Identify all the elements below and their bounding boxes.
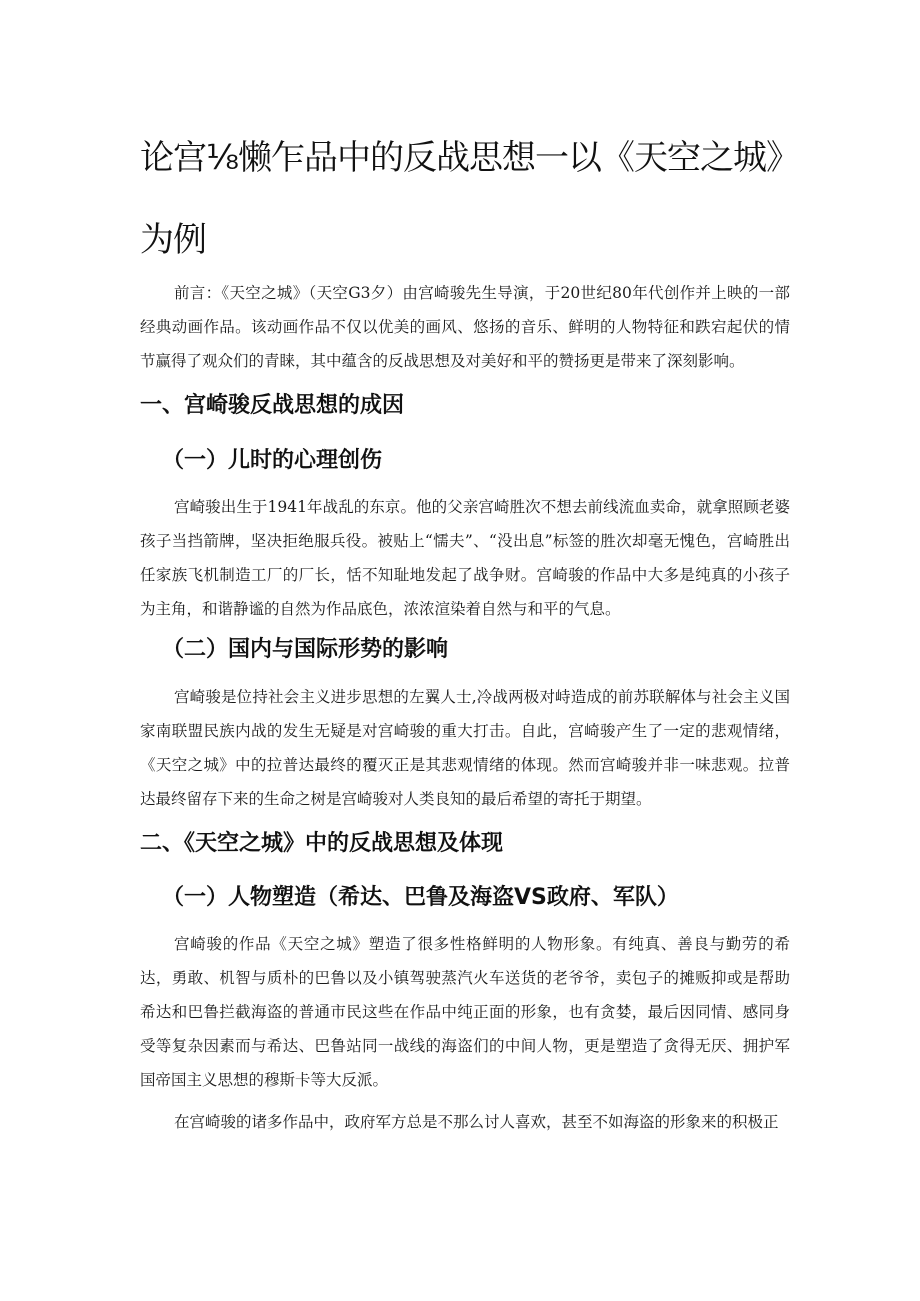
document-title-line-1: 论宫⅛懒乍品中的反战思想一以《天空之城》 bbox=[140, 138, 799, 178]
section-1-1-heading: （一）儿时的心理创伤 bbox=[162, 448, 383, 473]
section-2-1-heading: （一）人物塑造（希达、巴鲁及海盗VS政府、军队） bbox=[162, 885, 679, 910]
section-1-2-paragraph: 宫崎骏是位持社会主义进步思想的左翼人士,冷战两极对峙造成的前苏联解体与社会主义国家南联盟民族内战的发生无疑是对宫崎骏的重大打击。自此，宫崎骏产生了一定的悲观情绪，《天空之城》中的拉普达最终的覆灭正是其悲观情绪的体现。然而宫崎骏并非一味悲观。拉普达最终留存下来的生命之树是宫崎骏对人类良知的最后希望的寄托于期望。 bbox=[140, 688, 790, 808]
section-2-1-paragraph-2: 在宫崎骏的诸多作品中，政府军方总是不那么讨人喜欢，甚至不如海盗的形象来的积极正 bbox=[174, 1113, 779, 1131]
section-1-1-paragraph: 宫崎骏出生于1941年战乱的东京。他的父亲宫崎胜次不想去前线流血卖命，就拿照顾老婆孩子当挡箭牌，坚决拒绝服兵役。被贴上“懦夫”、“没出息”标签的胜次却毫无愧色，宫崎胜出任家族飞机制造工厂的厂长，恬不知耻地发起了战争财。宫崎骏的作品中大多是纯真的小孩子为主角，和谐静谧的自然为作品底色，浓浓渲染着自然与和平的气息。 bbox=[140, 498, 790, 618]
section-2-1-paragraph-1: 宫崎骏的作品《天空之城》塑造了很多性格鲜明的人物形象。有纯真、善良与勤劳的希达，勇敢、机智与质朴的巴鲁以及小镇驾驶蒸汽火车送货的老爷爷，卖包子的摊贩抑或是帮助希达和巴鲁拦截海盗的普通市民这些在作品中纯正面的形象，也有贪婪，最后因同情、感同身受等复杂因素而与希达、巴鲁站同一战线的海盗们的中间人物，更是塑造了贪得无厌、拥护军国帝国主义思想的穆斯卡等大反派。 bbox=[140, 935, 790, 1089]
section-1-2-heading: （二）国内与国际形势的影响 bbox=[162, 637, 449, 662]
document-title-line-2: 为例 bbox=[140, 220, 206, 260]
section-2-heading: 二、《天空之城》中的反战思想及体现 bbox=[140, 831, 504, 856]
preface-paragraph: 前言：《天空之城》（天空G3夕）由宫崎骏先生导演，于20世纪80年代创作并上映的一部经典动画作品。该动画作品不仅以优美的画风、悠扬的音乐、鲜明的人物特征和跌宕起伏的情节赢得了观众们的青睐，其中蕴含的反战思想及对美好和平的赞扬更是带来了深刻影响。 bbox=[140, 284, 790, 370]
section-1-heading: 一、宫崎骏反战思想的成因 bbox=[140, 393, 405, 418]
